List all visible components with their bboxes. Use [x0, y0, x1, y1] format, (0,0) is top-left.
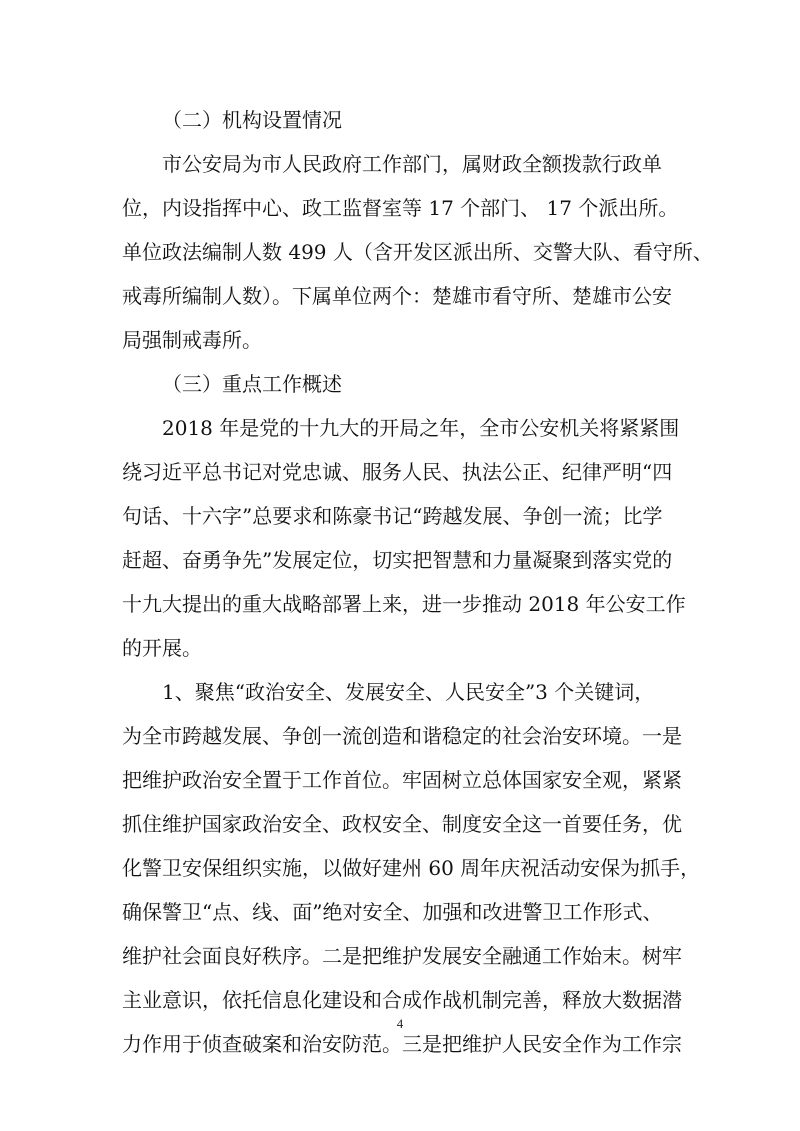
paragraph-line: 的开展。: [122, 636, 202, 660]
paragraph-line: 主业意识，依托信息化建设和合成作战机制完善，释放大数据潜: [122, 988, 682, 1012]
paragraph-line: 维护社会面良好秩序。二是把维护发展安全融通工作始末。树牢: [122, 944, 682, 968]
paragraph-line: 力作用于侦查破案和治安防范。三是把维护人民安全作为工作宗: [122, 1032, 682, 1056]
paragraph-line: 为全市跨越发展、争创一流创造和谐稳定的社会治安环境。一是: [122, 724, 682, 748]
paragraph-line: 位，内设指挥中心、政工监督室等 17 个部门、 17 个派出所。: [122, 196, 679, 220]
paragraph-line: 抓住维护国家政治安全、政权安全、制度安全这一首要任务，优: [122, 812, 682, 836]
paragraph-line: 2018 年是党的十九大的开局之年，全市公安机关将紧紧围: [162, 416, 680, 440]
section-heading-key-work: （三）重点工作概述: [162, 372, 342, 396]
paragraph-line: 1、聚焦“政治安全、发展安全、人民安全”3 个关键词，: [162, 680, 655, 704]
paragraph-line: 确保警卫“点、线、面”绝对安全、加强和改进警卫工作形式、: [122, 900, 663, 924]
paragraph-line: 句话、十六字”总要求和陈豪书记“跨越发展、争创一流；比学: [122, 504, 663, 528]
paragraph-line: 戒毒所编制人数）。下属单位两个：楚雄市看守所、楚雄市公安: [122, 284, 672, 308]
section-heading-organization: （二）机构设置情况: [162, 108, 342, 132]
paragraph-line: 十九大提出的重大战略部署上来，进一步推动 2018 年公安工作: [122, 592, 686, 616]
paragraph-line: 把维护政治安全置于工作首位。牢固树立总体国家安全观，紧紧: [122, 768, 682, 792]
paragraph-line: 单位政法编制人数 499 人（含开发区派出所、交警大队、看守所、: [122, 240, 713, 264]
paragraph-line: 局强制戒毒所。: [122, 328, 262, 352]
paragraph-line: 赶超、奋勇争先”发展定位，切实把智慧和力量凝聚到落实党的: [122, 548, 673, 572]
paragraph-line: 市公安局为市人民政府工作部门，属财政全额拨款行政单: [162, 152, 662, 176]
page-number: 4: [396, 1016, 404, 1031]
paragraph-line: 绕习近平总书记对党忠诚、服务人民、执法公正、纪律严明“四: [122, 460, 673, 484]
paragraph-line: 化警卫安保组织实施，以做好建州 60 周年庆祝活动安保为抓手，: [122, 856, 701, 880]
